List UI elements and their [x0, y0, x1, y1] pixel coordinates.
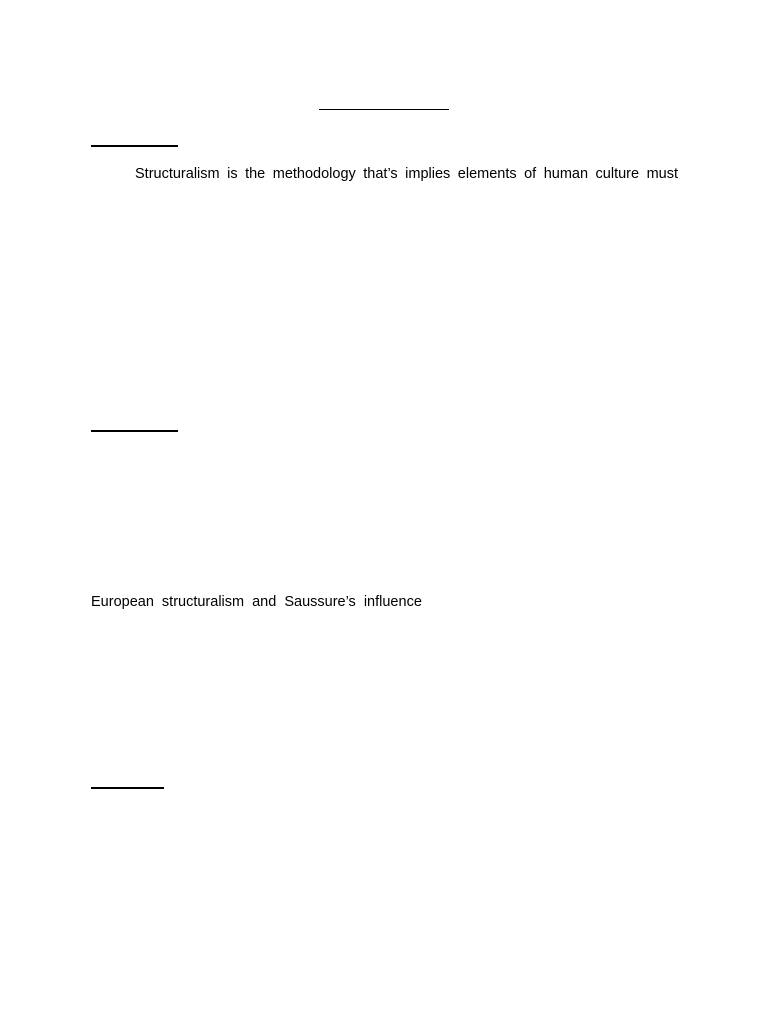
paragraph-european-structuralism: European structuralism and Saussure’s influence: [91, 594, 422, 610]
title-underline: [319, 109, 449, 110]
paragraph-structuralism-intro: Structuralism is the methodology that’s implies elements of human culture must: [135, 166, 678, 182]
heading-underline-1: [91, 145, 178, 147]
heading-underline-3: [91, 787, 164, 789]
heading-underline-2: [91, 430, 178, 432]
